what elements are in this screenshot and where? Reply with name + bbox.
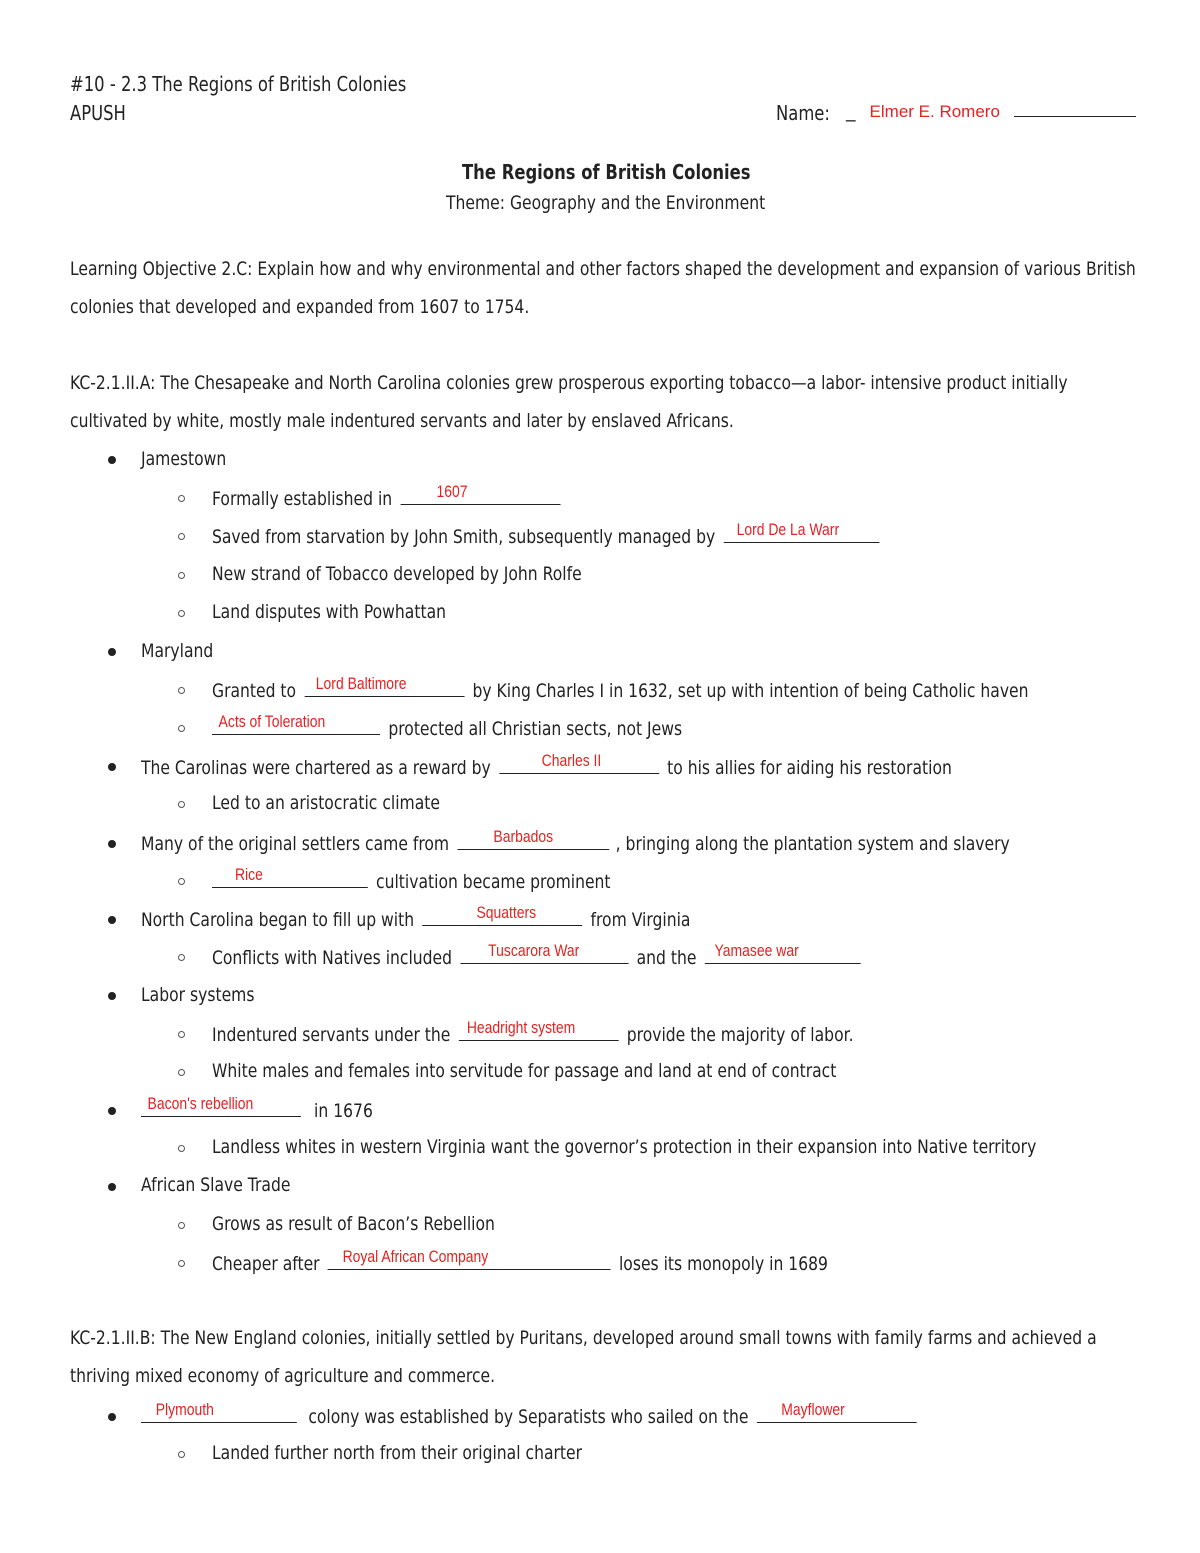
carolinas-post: to his allies for aiding his restoration — [667, 757, 952, 779]
circle-bullet-icon — [178, 954, 185, 961]
settlers-pre: Many of the original settlers came from — [141, 833, 450, 855]
granted-post: by King Charles I in 1632, set up with intention of being Catholic haven — [472, 680, 1029, 702]
cheaper-post: loses its monopoly in 1689 — [618, 1253, 828, 1275]
bullet-icon — [108, 648, 116, 656]
conflicts-mid: and the — [636, 947, 697, 969]
student-name: Elmer E. Romero — [869, 102, 1000, 121]
name-lead: _ — [846, 100, 856, 122]
nc-post: from Virginia — [590, 909, 691, 931]
bullet-icon — [108, 1107, 116, 1115]
acts-post: protected all Christian sects, not Jews — [388, 718, 683, 740]
established-blank[interactable] — [400, 482, 560, 505]
plymouth-mid: colony was established by Separatists who sailed on the — [308, 1406, 749, 1428]
circle-bullet-icon — [178, 1260, 185, 1267]
established-text: Formally established in — [212, 488, 393, 510]
indentured-pre: Indentured servants under the — [212, 1024, 451, 1046]
bullet-icon — [108, 916, 116, 924]
carolinas-blank[interactable] — [499, 751, 659, 774]
circle-bullet-icon — [178, 725, 185, 732]
cheaper-blank[interactable] — [328, 1247, 611, 1270]
theme: Theme: Geography and the Environment — [446, 192, 766, 214]
circle-bullet-icon — [178, 687, 185, 694]
cheaper-answer: Royal African Company — [342, 1247, 489, 1266]
conflicts-pre: Conflicts with Natives included — [212, 947, 453, 969]
jamestown-disputes: Land disputes with Powhattan — [212, 601, 446, 623]
kc-b-line-1: KC-2.1.II.B: The New England colonies, initially settled by Puritans, developed around small towns with family farms and achieved a — [70, 1327, 1097, 1349]
bacon-sub: Landless whites in western Virginia want the governor’s protection in their expansion into Native territory — [212, 1136, 1037, 1158]
name-field[interactable] — [846, 98, 1136, 122]
conflict2-blank[interactable] — [705, 941, 861, 964]
rice-line — [212, 865, 611, 893]
indentured-blank[interactable] — [459, 1018, 619, 1041]
rice-post: cultivation became prominent — [376, 871, 611, 893]
servitude-line: White males and females into servitude for passage and land at end of contract — [212, 1060, 837, 1082]
bacon-answer: Bacon's rebellion — [147, 1094, 254, 1113]
objective-line-2: colonies that developed and expanded from 1607 to 1754. — [70, 296, 530, 318]
plymouth-blank[interactable] — [141, 1400, 297, 1423]
indentured-line — [212, 1018, 854, 1046]
plymouth-answer: Plymouth — [155, 1400, 214, 1419]
jamestown-saved — [212, 520, 879, 548]
circle-bullet-icon — [178, 610, 185, 617]
maryland-acts — [212, 712, 683, 740]
jamestown-established — [212, 482, 560, 510]
bullet-icon — [108, 1413, 116, 1421]
maryland-label: Maryland — [141, 640, 214, 662]
ship-answer: Mayflower — [781, 1400, 845, 1419]
labor-label: Labor systems — [141, 984, 255, 1006]
bullet-icon — [108, 456, 116, 464]
settlers-answer: Barbados — [493, 827, 554, 846]
bullet-icon — [108, 1183, 116, 1191]
circle-bullet-icon — [178, 533, 185, 540]
jamestown-label: Jamestown — [141, 448, 227, 470]
granted-pre: Granted to — [212, 680, 297, 702]
conflicts-line — [212, 941, 860, 969]
circle-bullet-icon — [178, 1145, 185, 1152]
acts-answer: Acts of Toleration — [218, 712, 326, 731]
cheaper-pre: Cheaper after — [212, 1253, 320, 1275]
carolinas-answer: Charles II — [541, 751, 602, 770]
settlers-post: , bringing along the plantation system and slavery — [615, 833, 1010, 855]
carolinas-sub: Led to an aristocratic climate — [212, 792, 440, 814]
circle-bullet-icon — [178, 1451, 185, 1458]
maryland-granted — [212, 674, 1029, 702]
carolinas-line — [141, 751, 952, 779]
indentured-answer: Headright system — [466, 1018, 576, 1037]
carolinas-pre: The Carolinas were chartered as a reward by — [141, 757, 491, 779]
circle-bullet-icon — [178, 1222, 185, 1229]
saved-answer: Lord De La Warr — [736, 520, 840, 539]
plymouth-sub: Landed further north from their original charter — [212, 1442, 583, 1464]
assignment-title: #10 - 2.3 The Regions of British Colonies — [70, 72, 407, 96]
circle-bullet-icon — [178, 1031, 185, 1038]
rice-answer: Rice — [234, 865, 263, 884]
kc-b-line-2: thriving mixed economy of agriculture and commerce. — [70, 1365, 496, 1387]
page-title: The Regions of British Colonies — [462, 160, 751, 184]
circle-bullet-icon — [178, 572, 185, 579]
bullet-icon — [108, 763, 116, 771]
rice-blank[interactable] — [212, 865, 368, 888]
established-answer: 1607 — [436, 482, 468, 501]
ship-blank[interactable] — [757, 1400, 917, 1423]
objective-line-1: Learning Objective 2.C: Explain how and why environmental and other factors shaped the development and expansion of various British — [70, 258, 1136, 280]
saved-blank[interactable] — [723, 520, 879, 543]
bacon-line — [141, 1094, 373, 1122]
slave-trade-grows: Grows as result of Bacon’s Rebellion — [212, 1213, 495, 1235]
north-carolina-line — [141, 903, 691, 931]
bullet-icon — [108, 992, 116, 1000]
settlers-line — [141, 827, 1010, 855]
granted-answer: Lord Baltimore — [315, 674, 407, 693]
circle-bullet-icon — [178, 1069, 185, 1076]
circle-bullet-icon — [178, 801, 185, 808]
granted-blank[interactable] — [304, 674, 464, 697]
indentured-post: provide the majority of labor. — [626, 1024, 854, 1046]
nc-blank[interactable] — [422, 903, 582, 926]
name-label: Name: — [776, 101, 830, 125]
settlers-blank[interactable] — [457, 827, 609, 850]
circle-bullet-icon — [178, 495, 185, 502]
conflict2-answer: Yamasee war — [714, 941, 799, 960]
plymouth-line — [141, 1400, 917, 1428]
acts-blank[interactable] — [212, 712, 380, 735]
conflict1-answer: Tuscarora War — [488, 941, 580, 960]
slave-trade-cheaper — [212, 1247, 828, 1275]
kc-a-line-2: cultivated by white, mostly male indentured servants and later by enslaved Africans. — [70, 410, 734, 432]
jamestown-tobacco: New strand of Tobacco developed by John Rolfe — [212, 563, 582, 585]
course-label: APUSH — [70, 101, 126, 125]
conflict1-blank[interactable] — [460, 941, 628, 964]
circle-bullet-icon — [178, 878, 185, 885]
kc-a-line-1: KC-2.1.II.A: The Chesapeake and North Carolina colonies grew prosperous exporting tobacco—a labor- intensive product initially — [70, 372, 1068, 394]
bullet-icon — [108, 840, 116, 848]
nc-answer: Squatters — [476, 903, 537, 922]
bacon-blank[interactable] — [141, 1094, 301, 1117]
name-underline — [1014, 98, 1136, 117]
slave-trade-label: African Slave Trade — [141, 1174, 291, 1196]
saved-text: Saved from starvation by John Smith, subsequently managed by — [212, 526, 716, 548]
bacon-post: in 1676 — [314, 1100, 373, 1122]
nc-pre: North Carolina began to fill up with — [141, 909, 415, 931]
